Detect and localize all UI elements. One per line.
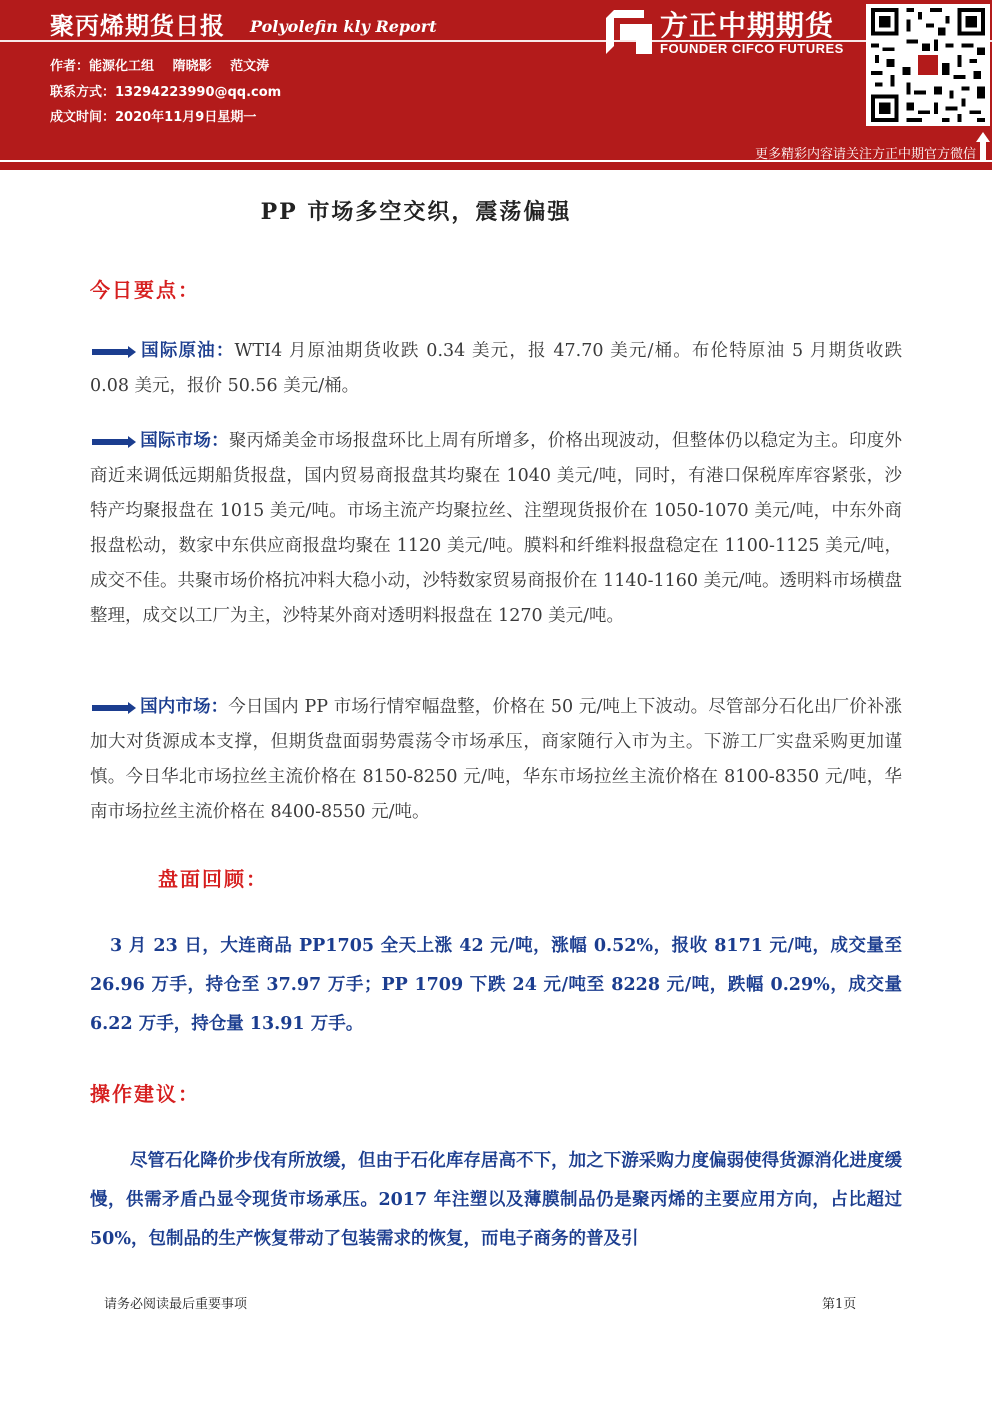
follow-wechat-text: 更多精彩内容请关注方正中期官方微信: [754, 147, 976, 162]
author-name: 范文涛: [230, 59, 270, 74]
paragraph-international-market: [90, 424, 902, 634]
section-heading-key-points: 今日要点：: [90, 278, 200, 302]
brand-name-en: FOUNDER CIFCO FUTURES: [660, 41, 844, 56]
item-tag: 国际市场：: [140, 431, 229, 451]
section-heading-advice: 操作建议：: [90, 1082, 200, 1106]
contact-line: 联系方式：13294223990@qq.com: [50, 85, 282, 100]
report-title-en: Polyolefin kly Report: [250, 17, 437, 36]
arrow-bullet-icon: [92, 436, 136, 448]
brand-name-cn: 方正中期期货: [660, 9, 835, 42]
arrow-bullet-icon: [92, 702, 136, 714]
founder-logo-icon: [606, 10, 652, 54]
arrow-bullet-icon: [92, 346, 136, 358]
footer-notice: 请务必阅读最后重要事项: [104, 1297, 248, 1312]
item-text: WTI4 月原油期货收跌 0.34 美元，报 47.70 美元/桶。布伦特原油 5 月期货收跌 0.08 美元，报价 50.56 美元/桶。: [90, 341, 903, 396]
arrow-up-icon: [976, 132, 990, 160]
item-text: 聚丙烯美金市场报盘环比上周有所增多，价格出现波动，但整体仍以稳定为主。印度外商近来调低远期船货报盘，国内贸易商报盘其均聚在 1040 美元/吨，同时，有港口保税库库容紧张，沙特产均聚报盘在 1015 美元/吨。市场主流产均聚拉丝、注塑现货报价在 1050-1070 美元/吨，中东外商报盘松动，数家中东供应商报盘均聚在 1120 美元/吨。膜料和纤维料报盘稳定在 1100-1125 美元/吨，成交不佳。共聚市场价格抗冲料大稳小动，沙特数家贸易商报价在 1140-1160 美元/吨。透明料市场横盘整理，成交以工厂为主，沙特某外商对透明料报盘在 1270 美元/吨。: [90, 431, 903, 626]
report-title: 聚丙烯期货日报: [50, 12, 225, 40]
paragraph-market-review: 3 月 23 日，大连商品 PP1705 全天上涨 42 元/吨，涨幅 0.52%，报收 8171 元/吨，成交量至 26.96 万手，持仓至 37.97 万手；PP 1709 下跌 24 元/吨至 8228 元/吨，跌幅 0.29%，成交量 6.22 万手，持仓量 13.91 万手。: [90, 936, 902, 1034]
qr-code-icon: [866, 4, 990, 126]
item-tag: 国内市场：: [140, 697, 229, 717]
paragraph-international-crude: [90, 334, 902, 404]
item-text: 今日国内 PP 市场行情窄幅盘整，价格在 50 元/吨上下波动。尽管部分石化出厂价补涨加大对货源成本支撑，但期货盘面弱势震荡令市场承压，商家随行入市为主。下游工厂实盘采购更加谨慎。今日华北市场拉丝主流价格在 8150-8250 元/吨，华东市场拉丝主流价格在 8100-8350 元/吨，华南市场拉丝主流价格在 8400-8550 元/吨。: [90, 697, 903, 822]
authors-line: [50, 55, 269, 74]
date-line: 成文时间：2020年11月9日星期一: [50, 110, 257, 125]
authors-label: 作者：: [50, 59, 90, 74]
author-group: 能源化工组: [89, 59, 155, 74]
author-name: 隋晓影: [172, 59, 212, 74]
item-tag: 国际原油：: [140, 341, 235, 361]
report-header: [0, 0, 992, 170]
wechat-qr-code: [866, 4, 990, 126]
document-title: PP 市场多空交织，震荡偏强: [260, 199, 572, 225]
section-heading-market-review: 盘面回顾：: [158, 867, 268, 891]
page-number: 第1页: [822, 1297, 857, 1312]
paragraph-advice: 尽管石化降价步伐有所放缓，但由于石化库存居高不下，加之下游采购力度偏弱使得货源消化进度缓慢，供需矛盾凸显令现货市场承压。2017 年注塑以及薄膜制品仍是聚丙烯的主要应用方向，占比超过 50%，包制品的生产恢复带动了包装需求的恢复，而电子商务的普及引: [90, 1151, 902, 1249]
paragraph-domestic-market: [90, 690, 902, 830]
